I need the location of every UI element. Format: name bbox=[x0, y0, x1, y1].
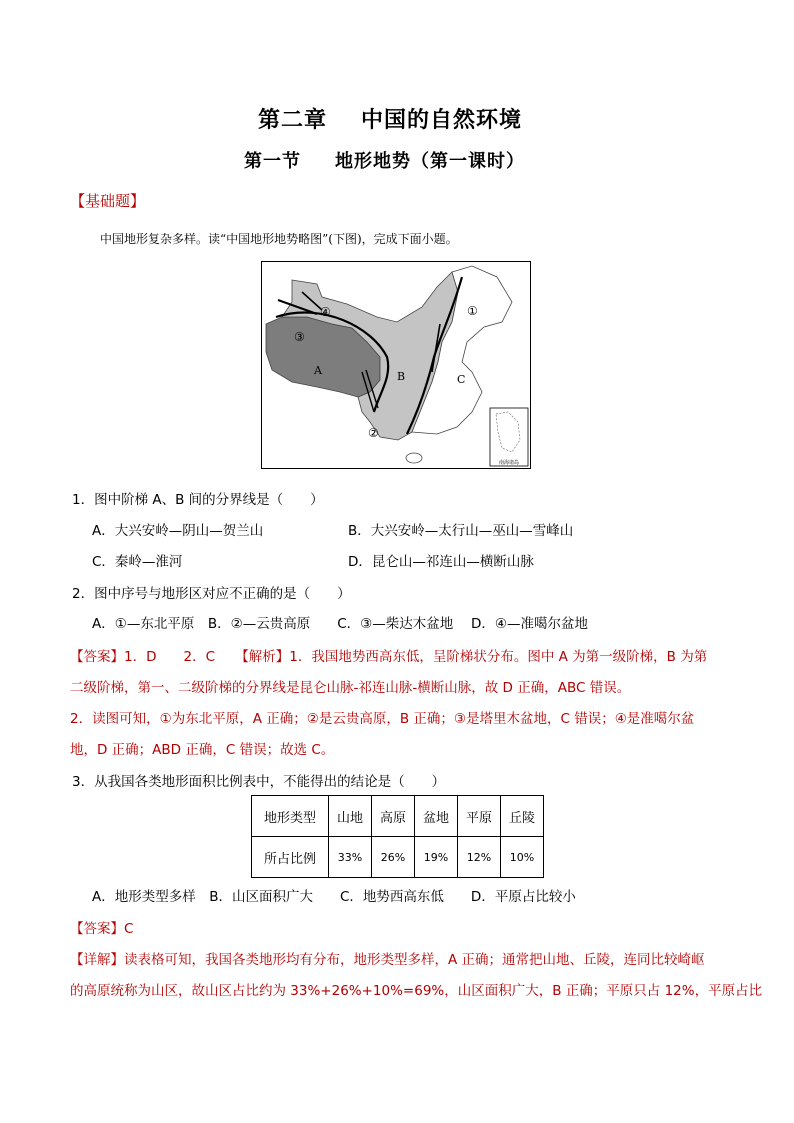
terrain-proportion-table bbox=[251, 795, 544, 878]
answer-1-line-2: 二级阶梯，第一、二级阶梯的分界线是昆仑山脉-祁连山脉-横断山脉，故 D 正确，ABC 错误。 bbox=[70, 680, 631, 696]
question-1-stem: 1．图中阶梯 A、B 间的分界线是（ ） bbox=[72, 492, 324, 508]
table-header-cell: 丘陵 bbox=[501, 796, 544, 837]
answer-values: 1．D 2．C bbox=[124, 649, 242, 665]
map-label-C: C bbox=[457, 373, 466, 386]
question-1-option-d: D．昆仑山—祁连山—横断山脉 bbox=[348, 554, 534, 570]
question-1-option-a: A．大兴安岭—阴山—贺兰山 bbox=[92, 523, 264, 539]
question-2-options: A．①—东北平原 B．②—云贵高原 C．③—柴达木盆地 D．④—准噶尔盆地 bbox=[92, 616, 589, 632]
table-row bbox=[252, 837, 544, 878]
table-cell: 12% bbox=[458, 837, 501, 878]
table-header-cell: 高原 bbox=[372, 796, 415, 837]
hainan-island bbox=[406, 453, 422, 463]
map-label-2: ② bbox=[368, 426, 379, 440]
map-label-3: ③ bbox=[294, 330, 305, 344]
detail-line-2: 的高原统称为山区，故山区占比约为 33%+26%+10%=69%，山区面积广大，B 正确；平原只占 12%，平原占比 bbox=[70, 983, 763, 999]
detail-line-1 bbox=[70, 948, 705, 968]
question-3-options: A．地形类型多样 B．山区面积广大 C．地势西高东低 D．平原占比较小 bbox=[92, 889, 576, 905]
inset-caption: 南海诸岛 bbox=[499, 460, 520, 466]
south-china-sea-inset bbox=[490, 408, 528, 466]
answer-tag: 【答案】 bbox=[70, 921, 124, 937]
table-header-cell: 地形类型 bbox=[252, 796, 329, 837]
answer-1-line-1 bbox=[70, 645, 707, 665]
chapter-number: 第二章 bbox=[258, 108, 328, 133]
chapter-title bbox=[258, 103, 522, 134]
table-header-cell: 盆地 bbox=[415, 796, 458, 837]
table-cell: 10% bbox=[501, 837, 544, 878]
china-terrain-map bbox=[261, 261, 531, 469]
detail-tag: 【详解】 bbox=[70, 952, 124, 968]
map-label-A: A bbox=[314, 364, 322, 377]
map-label-4: ④ bbox=[320, 305, 331, 319]
analysis-text: 1．我国地势西高东低，呈阶梯状分布。图中 A 为第一级阶梯，B 为第 bbox=[289, 649, 708, 665]
intro-text: 中国地形复杂多样。读“中国地形地势略图”(下图)，完成下面小题。 bbox=[100, 232, 458, 246]
question-3-stem: 3．从我国各类地形面积比例表中，不能得出的结论是（ ） bbox=[72, 774, 446, 790]
map-label-B: B bbox=[397, 370, 406, 383]
section-number: 第一节 bbox=[244, 151, 301, 172]
section-label: 【基础题】 bbox=[70, 192, 146, 210]
china-map-svg bbox=[262, 262, 530, 468]
answer-1-line-3: 2．读图可知，①为东北平原，A 正确；②是云贵高原，B 正确；③是塔里木盆地，C 错误；④是准噶尔盆 bbox=[70, 711, 695, 727]
chapter-name: 中国的自然环境 bbox=[361, 108, 523, 133]
question-1-option-c: C．秦岭—淮河 bbox=[92, 554, 183, 570]
table-cell: 19% bbox=[415, 837, 458, 878]
table-header-cell: 山地 bbox=[329, 796, 372, 837]
answer-1-line-4: 地，D 正确；ABD 正确，C 错误；故选 C。 bbox=[70, 742, 335, 758]
section-title bbox=[244, 147, 525, 173]
table-header-row bbox=[252, 796, 544, 837]
table-cell: 26% bbox=[372, 837, 415, 878]
detail-text: 读表格可知，我国各类地形均有分布，地形类型多样，A 正确；通常把山地、丘陵，连同比较崎岖 bbox=[124, 952, 705, 968]
answer-value: C bbox=[124, 921, 134, 937]
table-cell: 33% bbox=[329, 837, 372, 878]
map-label-1: ① bbox=[467, 304, 478, 318]
analysis-tag: 【解析】 bbox=[242, 649, 290, 665]
section-name: 地形地势（第一课时） bbox=[335, 151, 525, 172]
question-1-option-b: B．大兴安岭—太行山—巫山—雪峰山 bbox=[348, 523, 574, 539]
table-header-cell: 平原 bbox=[458, 796, 501, 837]
answer-3-line bbox=[70, 917, 133, 937]
table-cell: 所占比例 bbox=[252, 837, 329, 878]
answer-tag: 【答案】 bbox=[70, 649, 124, 665]
question-2-stem: 2．图中序号与地形区对应不正确的是（ ） bbox=[72, 586, 351, 602]
